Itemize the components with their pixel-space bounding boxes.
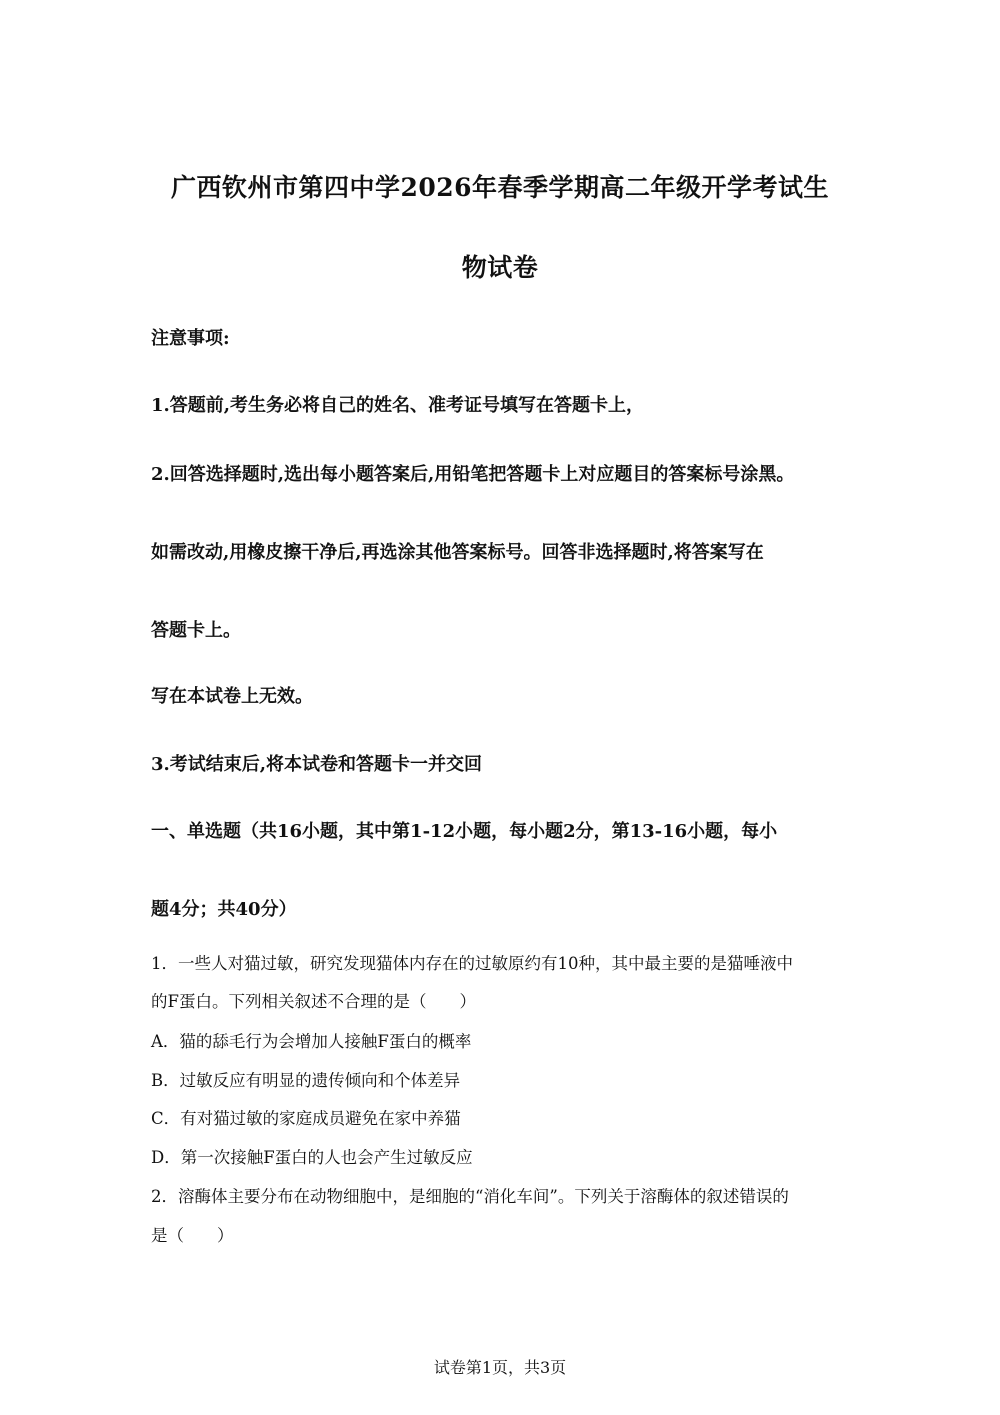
notice-item-2-line1: 2.回答选择题时,选出每小题答案后,用铅笔把答题卡上对应题目的答案标号涂黑。	[151, 464, 795, 485]
section-heading-line2: 题4分；共40分）	[151, 899, 297, 920]
question-2-stem-line2: 是（ ）	[151, 1226, 234, 1245]
question-1-option-c: C．有对猫过敏的家庭成员避免在家中养猫	[151, 1109, 461, 1128]
exam-title-line1: 广西钦州市第四中学2026年春季学期高二年级开学考试生	[170, 173, 830, 202]
notice-item-3: 3.考试结束后,将本试卷和答题卡一并交回	[151, 754, 483, 775]
question-1-stem-line2: 的F蛋白。下列相关叙述不合理的是（ ）	[151, 992, 476, 1011]
notice-item-1: 1.答题前,考生务必将自己的姓名、准考证号填写在答题卡上，	[151, 395, 645, 416]
question-1-option-b: B．过敏反应有明显的遗传倾向和个体差异	[151, 1071, 461, 1090]
notice-item-2-line2: 如需改动,用橡皮擦干净后,再选涂其他答案标号。回答非选择题时,将答案写在	[151, 542, 764, 563]
notice-heading: 注意事项:	[151, 328, 230, 349]
page-footer: 试卷第1页，共3页	[433, 1358, 567, 1377]
section-heading-line1: 一、单选题（共16小题，其中第1-12小题，每小题2分，第13-16小题，每小	[151, 821, 778, 842]
question-2-stem-line1: 2．溶酶体主要分布在动物细胞中，是细胞的“消化车间”。下列关于溶酶体的叙述错误的	[151, 1187, 789, 1206]
notice-item-2-line3: 答题卡上。	[151, 620, 241, 641]
question-1-option-d: D．第一次接触F蛋白的人也会产生过敏反应	[151, 1148, 473, 1167]
question-1-option-a: A．猫的舔毛行为会增加人接触F蛋白的概率	[151, 1032, 472, 1051]
exam-title-line2: 物试卷	[461, 253, 539, 282]
question-1-stem-line1: 1．一些人对猫过敏，研究发现猫体内存在的过敏原约有10种，其中最主要的是猫唾液中	[151, 954, 793, 973]
notice-item-2-line4: 写在本试卷上无效。	[151, 686, 313, 707]
